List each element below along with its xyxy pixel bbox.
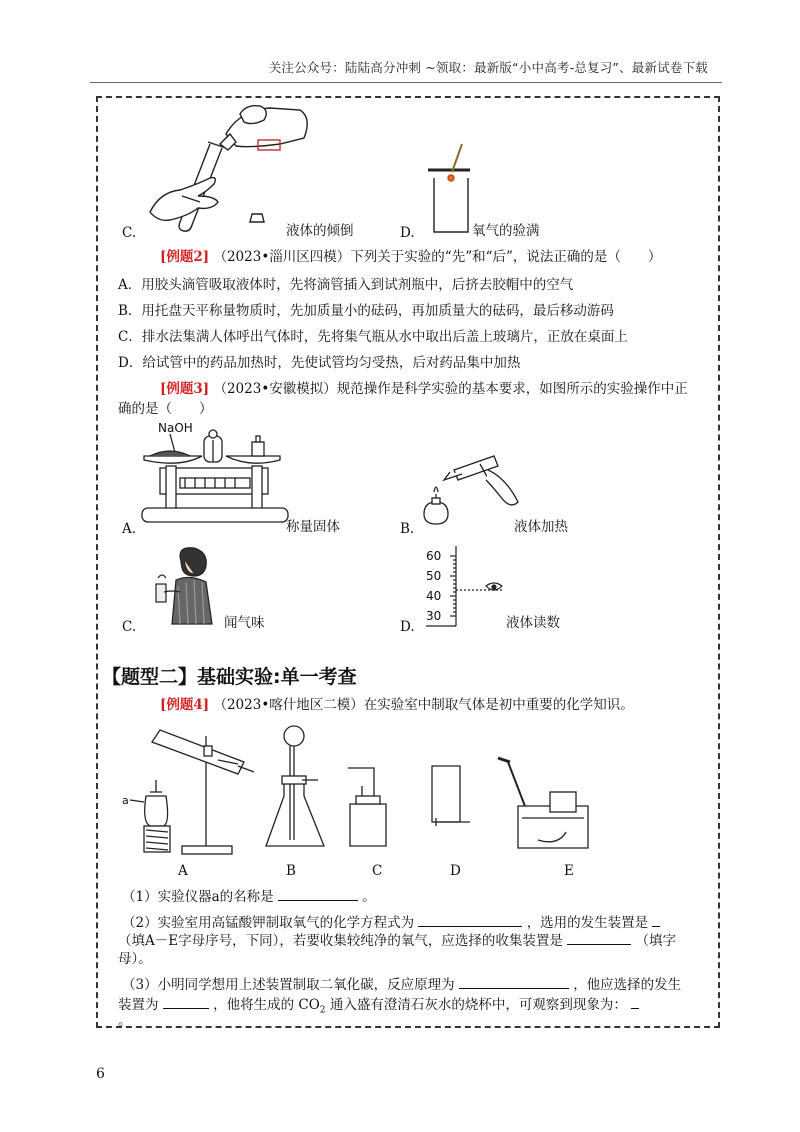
example3-stem-line1: （2023•安徽模拟）规范操作是科学实验的基本要求，如图所示的实验操作中正 — [213, 381, 688, 397]
example3-option-b-caption: 液体加热 — [514, 519, 568, 535]
q3-co2 — [298, 997, 326, 1016]
co2-formula: CO — [298, 997, 320, 1013]
q2-text-2: ，选用的发生装置是 — [526, 915, 649, 931]
prev-option-c-letter: C. — [122, 225, 137, 241]
question-2-line2 — [118, 932, 676, 950]
q1-text: （1）实验仪器a的名称是 — [122, 889, 274, 905]
question-2-line1 — [122, 914, 660, 932]
example3-option-b-letter: B. — [400, 521, 415, 537]
co2-subscript: 2 — [319, 1005, 326, 1016]
liquid-heating-figure — [414, 452, 524, 532]
example3-option-c-caption: 闻气味 — [224, 615, 265, 631]
example3-option-a-letter: A. — [122, 521, 137, 537]
header-rule — [90, 82, 722, 83]
example3-option-c-letter: C. — [122, 619, 137, 635]
q2-text-1: （2）实验室用高锰酸钾制取氧气的化学方程式为 — [122, 915, 415, 931]
q2-text-3: （填A－E字母序号，下同），若要收集较纯净的氧气，应选择的收集装置是 — [118, 933, 563, 949]
liquid-pouring-figure — [140, 104, 320, 234]
q3-text-1: （3）小明同学想用上述装置制取二氧化碳，反应原理为 — [122, 977, 455, 993]
q3-text-2: ，他应选择的发生 — [573, 977, 682, 993]
prev-option-d-letter: D. — [400, 225, 415, 241]
q2-generator-blank — [652, 914, 660, 927]
apparatus-label-a: a — [122, 794, 129, 807]
example3-option-d-letter: D. — [400, 619, 415, 635]
example3-heading — [160, 380, 688, 398]
q1-blank — [278, 888, 358, 901]
oxygen-test-figure — [426, 138, 476, 238]
question-2-line3: 母）。 — [118, 951, 152, 967]
example2-stem: （2023•淄川区四模）下列关于实验的“先”和“后”，说法正确的是（ ） — [213, 249, 662, 265]
q3-text-3: 装置为 — [118, 997, 159, 1013]
q2-equation-blank — [418, 914, 522, 927]
cylinder-tick-50: 50 — [426, 569, 442, 583]
example2-heading — [160, 248, 661, 266]
cylinder-tick-60: 60 — [426, 549, 442, 563]
question-3-line3: 。 — [118, 1013, 132, 1029]
cylinder-tick-40: 40 — [426, 589, 442, 603]
example2-option-c: C．排水法集满人体呼出气体时，先将集气瓶从水中取出后盖上玻璃片，正放在桌面上 — [118, 329, 628, 345]
example2-option-d: D．给试管中的药品加热时，先使试管均匀受热，后对药品集中加热 — [118, 355, 521, 371]
q3-reaction-blank — [459, 976, 569, 989]
example4-heading — [160, 696, 634, 714]
q3-text-5: 通入盛有澄清石灰水的烧杯中，可观察到现象为： — [329, 997, 627, 1013]
section-title: 【题型二】基础实验:单一考查 — [102, 666, 357, 688]
apparatus-letter-e: E — [564, 863, 574, 879]
page-header: 关注公众号：陆陆高分冲刺 ~领取：最新版“小中高考-总复习”、最新试卷下载 — [268, 60, 708, 75]
question-1 — [122, 888, 376, 906]
q3-apparatus-blank — [163, 996, 209, 1009]
example2-tag: [例题2] — [160, 249, 210, 265]
q2-collector-blank — [567, 932, 631, 945]
balance-figure — [140, 416, 290, 532]
apparatus-letter-d: D — [450, 863, 461, 879]
example4-stem: （2023•喀什地区二模）在实验室中制取气体是初中重要的化学知识。 — [213, 697, 634, 713]
question-3-line1 — [122, 976, 681, 994]
q3-phenomenon-blank — [631, 996, 639, 1009]
apparatus-letter-a: A — [178, 863, 188, 879]
smell-gas-figure — [150, 546, 220, 626]
example3-option-a-caption: 称量固体 — [286, 519, 340, 535]
cylinder-tick-30: 30 — [426, 609, 442, 623]
apparatus-figure — [118, 722, 598, 882]
apparatus-letter-b: B — [286, 863, 296, 879]
question-3-line2 — [118, 996, 639, 1020]
prev-option-c-caption: 液体的倾倒 — [286, 223, 354, 239]
q2-text-4: （填字 — [635, 933, 676, 949]
example3-tag: [例题3] — [160, 381, 210, 397]
q3-text-4: ，他将生成的 — [213, 997, 295, 1013]
example2-option-a: A．用胶头滴管吸取液体时，先将滴管插入到试剂瓶中，后挤去胶帽中的空气 — [118, 277, 574, 293]
example3-stem-line2: 确的是（ ） — [118, 401, 213, 417]
prev-option-d-caption: 氧气的验满 — [472, 223, 540, 239]
apparatus-letter-c: C — [372, 863, 383, 879]
example3-option-d-caption: 液体读数 — [506, 615, 560, 631]
page-number: 6 — [96, 1066, 105, 1082]
example4-tag: [例题4] — [160, 697, 210, 713]
q1-end: 。 — [362, 889, 376, 905]
example2-option-b: B．用托盘天平称量物质时，先加质量小的砝码，再加质量大的砝码，最后移动游码 — [118, 303, 614, 319]
naoh-label: NaOH — [158, 421, 193, 435]
